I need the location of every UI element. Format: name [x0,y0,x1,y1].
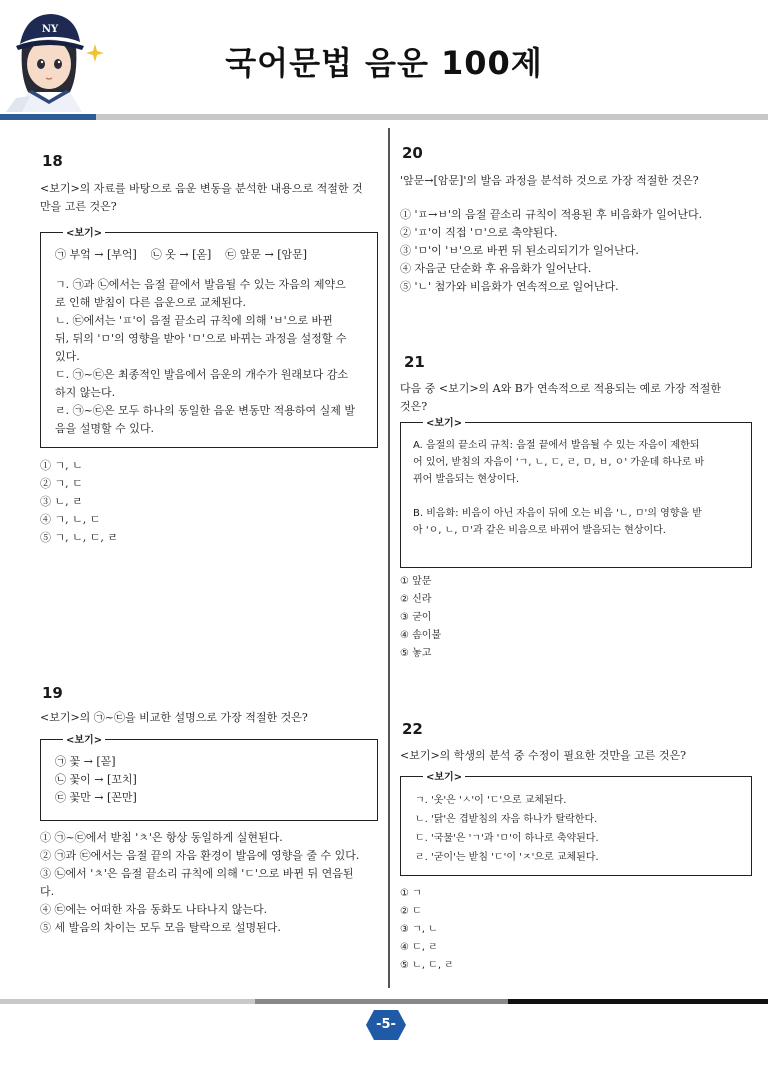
question-21-stem: 다음 중 <보기>의 A와 B가 연속적으로 적용되는 예로 가장 적절한 것은? [400,382,721,413]
option[interactable]: ② ㄷ [400,906,422,917]
bogi-line: 음을 설명할 수 있다. [55,422,154,435]
option[interactable]: ② 'ㅍ'이 직접 'ㅁ'으로 축약된다. [400,226,558,239]
option[interactable]: ⑤ 'ㄴ' 첨가와 비음화가 연속적으로 일어난다. [400,280,619,293]
bogi-line: B. 비음화: 비음이 아닌 자음이 뒤에 오는 비음 'ㄴ, ㅁ'의 영향을 받 [413,508,702,519]
question-18-bogi-box [40,228,378,448]
header-accent-bar [0,114,96,120]
question-22-options [400,885,454,975]
option[interactable]: ② ㉠과 ㉢에서는 음절 끝의 자음 환경이 발음에 영향을 줄 수 있다. [40,849,360,862]
page-header [0,0,768,118]
question-19-bogi-box [40,735,378,821]
bogi-line: 뒤, 뒤의 'ㅁ'의 영향을 받아 'ㅁ'으로 바뀌는 과정을 설정할 수 [55,332,347,345]
bogi-line: ㄴ. ㉢에서는 'ㅍ'이 음절 끝소리 규칙에 의해 'ㅂ'으로 바뀐 [55,314,333,327]
option[interactable]: ② 신라 [400,594,432,605]
option[interactable]: ③ 굳이 [400,612,432,623]
bogi-examples: ㉠ 부엌 → [부억] ㉡ 옷 → [옫] ㉢ 앞문 → [암문] [55,248,308,261]
option[interactable]: ③ ㄱ, ㄴ [400,924,438,935]
bogi-line: ㉢ 꽃만 → [꼰만] [55,791,137,804]
bogi-label: <보기> [423,768,465,783]
question-20-stem: '앞문→[암문]'의 발음 과정을 분석하 것으로 가장 적절한 것은? [400,174,699,187]
question-number-21: 21 [404,353,425,371]
question-18-options [40,457,118,547]
column-divider [388,128,390,988]
option[interactable]: ④ ㉢에는 어떠한 자음 동화도 나타나지 않는다. [40,903,268,916]
option[interactable]: ① 'ㅍ→ㅂ'의 음절 끝소리 규칙이 적용된 후 비음화가 일어난다. [400,208,703,221]
bogi-label: <보기> [63,224,105,239]
question-18-stem: <보기>의 자료를 바탕으로 음운 변동을 분석한 내용으로 적절한 것 만을 고른 것은? [40,182,363,213]
question-22-bogi-box [400,772,752,876]
bogi-line: A. 음절의 끝소리 규칙: 음절 끝에서 발음될 수 있는 자음이 제한되 [413,440,700,451]
page-number-badge [366,1010,406,1040]
page-number: -5- [376,1017,396,1032]
option[interactable]: ① ㄱ, ㄴ [40,459,83,472]
bogi-line: 뀌어 발음되는 현상이다. [413,474,520,485]
question-22-stem: <보기>의 학생의 분석 중 수정이 필요한 것만을 고른 것은? [400,749,687,762]
option[interactable]: ① ㉠~㉢에서 받침 'ㅊ'은 항상 동일하게 실현된다. [40,831,283,844]
bogi-line: 어 있어, 받침의 자음이 'ㄱ, ㄴ, ㄷ, ㄹ, ㅁ, ㅂ, ㅇ' 가운데 하나로 바 [413,457,705,468]
question-19-options [40,829,359,937]
option[interactable]: ④ 솜이불 [400,630,442,641]
bogi-line: 아 'ㅇ, ㄴ, ㅁ'과 같은 비음으로 바뀌어 발음되는 현상이다. [413,525,666,536]
page-title: 국어문법 음운 100제 [225,44,543,82]
bogi-line: ㄱ. ㉠과 ㉡에서는 음절 끝에서 발음될 수 있는 자음의 제약으 [55,278,346,291]
bogi-line: ㄷ. '국물'은 'ㄱ'과 'ㅁ'이 하나로 축약된다. [415,833,599,844]
bogi-label: <보기> [63,731,105,746]
question-19-stem: <보기>의 ㉠~㉢을 비교한 설명으로 가장 적절한 것은? [40,711,308,724]
bogi-line: ㄹ. '굳이'는 받침 'ㄷ'이 'ㅈ'으로 교체된다. [415,852,599,863]
option[interactable]: ⑤ ㄱ, ㄴ, ㄷ, ㄹ [40,531,118,544]
option[interactable]: ② ㄱ, ㄷ [40,477,83,490]
option[interactable]: ① 앞문 [400,576,432,587]
svg-text:NY: NY [41,24,59,35]
bogi-line: 있다. [55,350,80,363]
option[interactable]: ④ ㄱ, ㄴ, ㄷ [40,513,101,526]
footer-rule-mid [255,999,508,1004]
question-21-bogi-box [400,418,752,568]
bogi-line: 하지 않는다. [55,386,116,399]
option[interactable]: ① ㄱ [400,888,422,899]
option[interactable]: ③ 'ㅁ'이 'ㅂ'으로 바뀐 뒤 된소리되기가 일어난다. [400,244,639,257]
bogi-line: ㄴ. '닭'은 겹받침의 자음 하나가 탈락한다. [415,814,598,825]
option[interactable]: ⑤ 놓고 [400,648,432,659]
footer-rule-light [0,999,255,1004]
bogi-line: 로 인해 받침이 다른 음운으로 교체된다. [55,296,246,309]
bogi-line: ㄹ. ㉠~㉢은 모두 하나의 동일한 음운 변동만 적용하여 실제 발 [55,404,355,417]
option[interactable]: ⑤ ㄴ, ㄷ, ㄹ [400,960,454,971]
option[interactable]: ⑤ 세 발음의 차이는 모두 모음 탈락으로 설명된다. [40,921,281,934]
option[interactable]: ③ ㄴ, ㄹ [40,495,83,508]
bogi-line: ㄱ. '옷'은 'ㅅ'이 'ㄷ'으로 교체된다. [415,795,567,806]
footer-rule-dark [508,999,768,1004]
question-number-20: 20 [402,144,423,162]
option[interactable]: ④ ㄷ, ㄹ [400,942,438,953]
question-21-options [400,573,441,663]
bogi-line: ㉡ 꽃이 → [꼬치] [55,773,137,786]
header-rule [96,114,768,120]
option[interactable]: ④ 자음군 단순화 후 유음화가 일어난다. [400,262,592,275]
bogi-label: <보기> [423,414,465,429]
bogi-line: ㄷ. ㉠~㉢은 최종적인 발음에서 음운의 개수가 원래보다 감소 [55,368,348,381]
question-number-22: 22 [402,720,423,738]
option[interactable]: ③ ㉡에서 'ㅊ'은 음절 끝소리 규칙에 의해 'ㄷ'으로 바뀐 뒤 연음된 [40,867,354,880]
question-number-18: 18 [42,152,63,170]
question-20-options [400,206,702,296]
option-continuation: 다. [40,885,55,898]
question-number-19: 19 [42,684,63,702]
bogi-line: ㉠ 꽃 → [꼳] [55,755,116,768]
